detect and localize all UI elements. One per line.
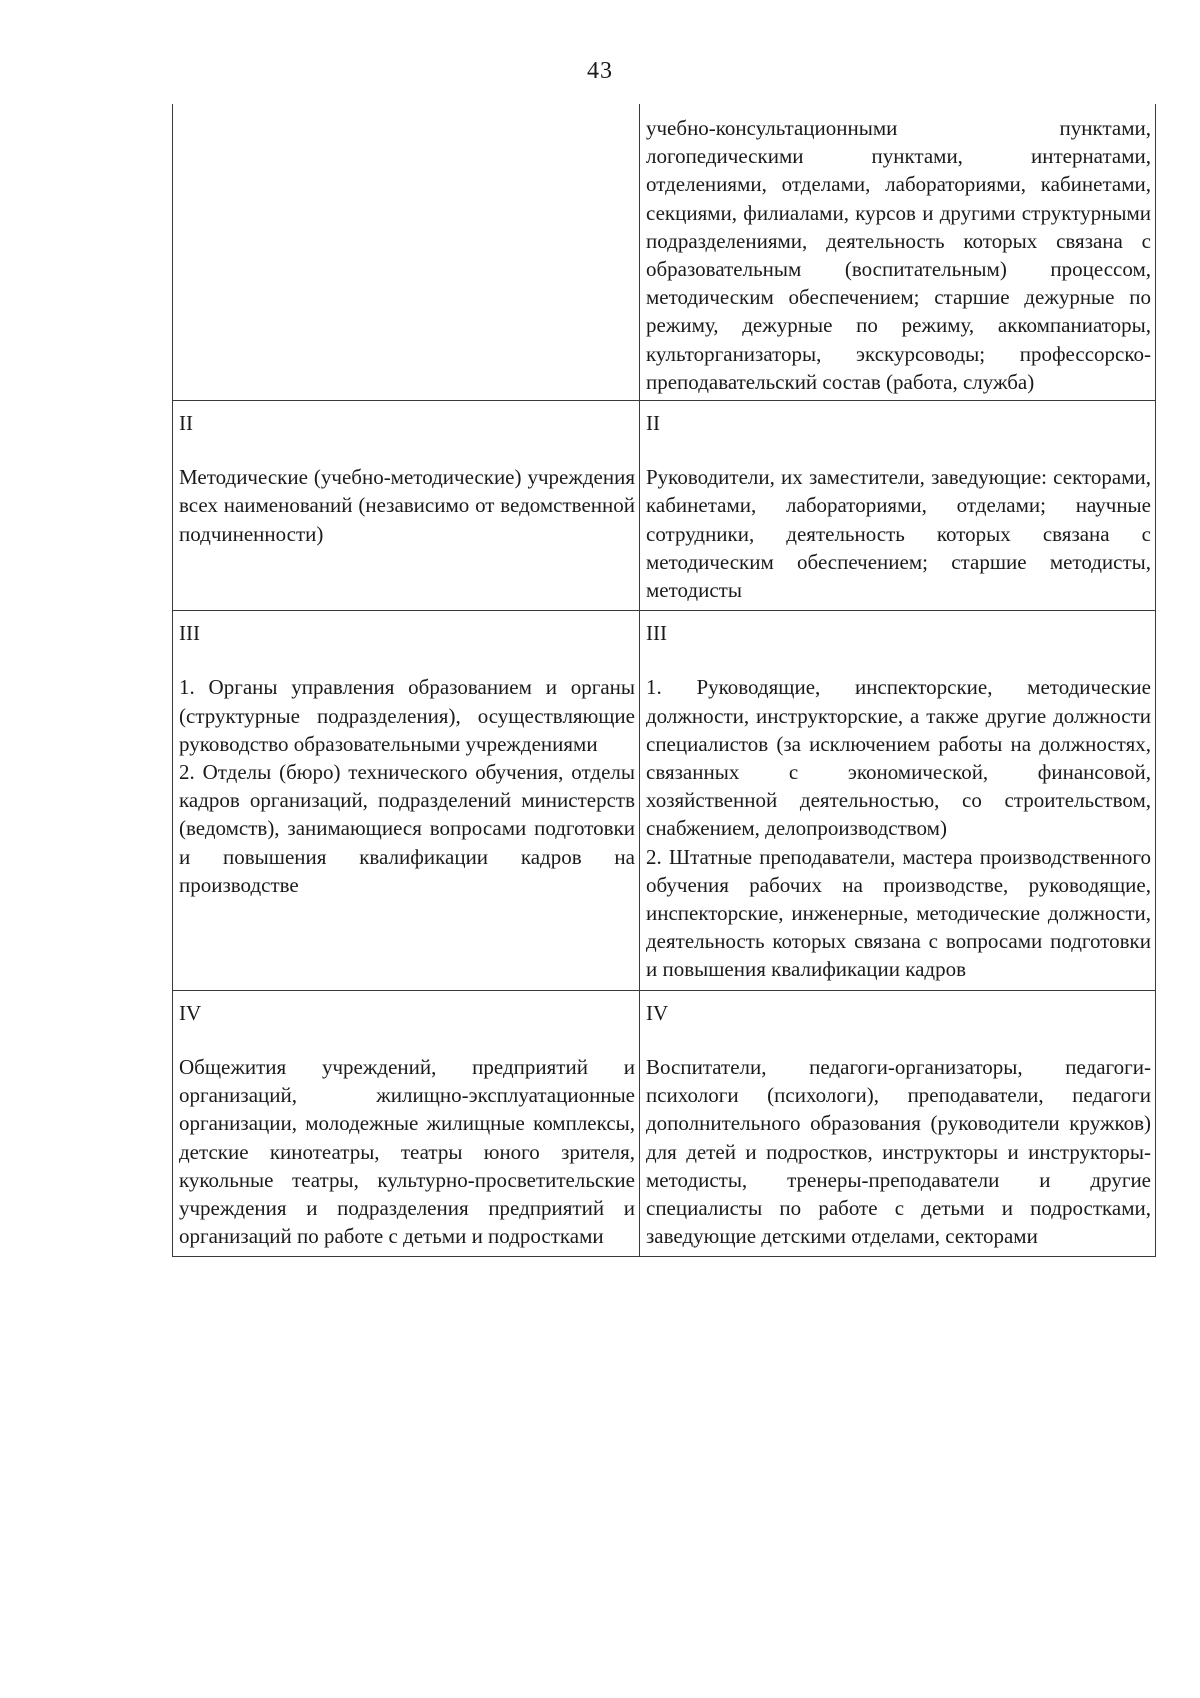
institution-text: 2. Отделы (бюро) технического обучения, отделы кадров организаций, подразделений министерств (ведомств), занимающиеся вопросами подготовки и повышения квалификации кадров на производстве xyxy=(179,760,635,897)
table-row-section-4 xyxy=(173,990,1156,1257)
table-row-section-3 xyxy=(173,611,1156,990)
right-cell-section-3 xyxy=(640,611,1156,990)
left-cell-section-4 xyxy=(173,990,640,1257)
table-row-continuation xyxy=(173,104,1156,401)
position-text: Руководители, их заместители, заведующие: секторами, кабинетами, лабораториями, отделами; научные сотрудники, деятельность которых связана с методическим обеспечением; старшие методисты, методисты xyxy=(646,465,1151,603)
left-cell-empty xyxy=(173,104,640,401)
section-number: IV xyxy=(179,1000,202,1025)
position-text: 1. Руководящие, инспекторские, методические должности, инструкторские, а также другие должности специалистов (за исключением работы на должностях, связанных с экономической, финансовой, хозяйственной деятельностью, со строительством, снабжением, делопроизводством) xyxy=(646,675,1151,841)
right-cell-section-2 xyxy=(640,401,1156,611)
positions-table xyxy=(172,104,1156,1257)
position-text: Воспитатели, педагоги-организаторы, педагоги-психологи (психологи), преподаватели, педагоги дополнительного образования (руководители кружков) для детей и подростков, инструкторы и инструкторы-методисты, тренеры-преподаватели и другие специалисты по работе с детьми и подростками, заведующие детскими отделами, секторами xyxy=(646,1054,1151,1249)
section-number: III xyxy=(646,621,667,646)
left-cell-section-2 xyxy=(173,401,640,611)
section-number: II xyxy=(179,411,193,436)
institution-text: Общежития учреждений, предприятий и организаций, жилищно-эксплуатационные организации, молодежные жилищные комплексы, детские кинотеатры, театры юного зрителя, кукольные театры, культурно-просветительские учреждения и подразделения предприятий и организаций по работе с детьми и подростками xyxy=(179,1054,635,1249)
section-number: IV xyxy=(646,1000,669,1025)
right-cell-continuation: учебно-консультационными пунктами, логопедическими пунктами, интернатами, отделениями, отделами, лабораториями, кабинетами, секциями, филиалами, курсов и другими структурными подразделениями, деятельность которых связана с образовательным (воспитательным) процессом, методическим обеспечением; старшие дежурные по режиму, дежурные по режиму, аккомпаниаторы, культорганизаторы, экскурсоводы; профессорско-преподавательский состав (работа, служба) xyxy=(640,104,1156,401)
right-cell-section-4 xyxy=(640,990,1156,1257)
institution-text: 1. Органы управления образованием и органы (структурные подразделения), осуществляющие руководство образовательными учреждениями xyxy=(179,675,635,756)
position-text: 2. Штатные преподаватели, мастера производственного обучения рабочих на производстве, руководящие, инспекторские, инженерные, методические должности, деятельность которых связана с вопросами подготовки и повышения квалификации кадров xyxy=(646,844,1151,982)
section-number: III xyxy=(179,621,200,646)
page-number: 43 xyxy=(587,58,613,84)
table-row-section-2 xyxy=(173,401,1156,611)
institution-text: Методические (учебно-методические) учреждения всех наименований (независимо от ведомственной подчиненности) xyxy=(179,465,635,546)
section-number: II xyxy=(646,411,660,436)
left-cell-section-3 xyxy=(173,611,640,990)
